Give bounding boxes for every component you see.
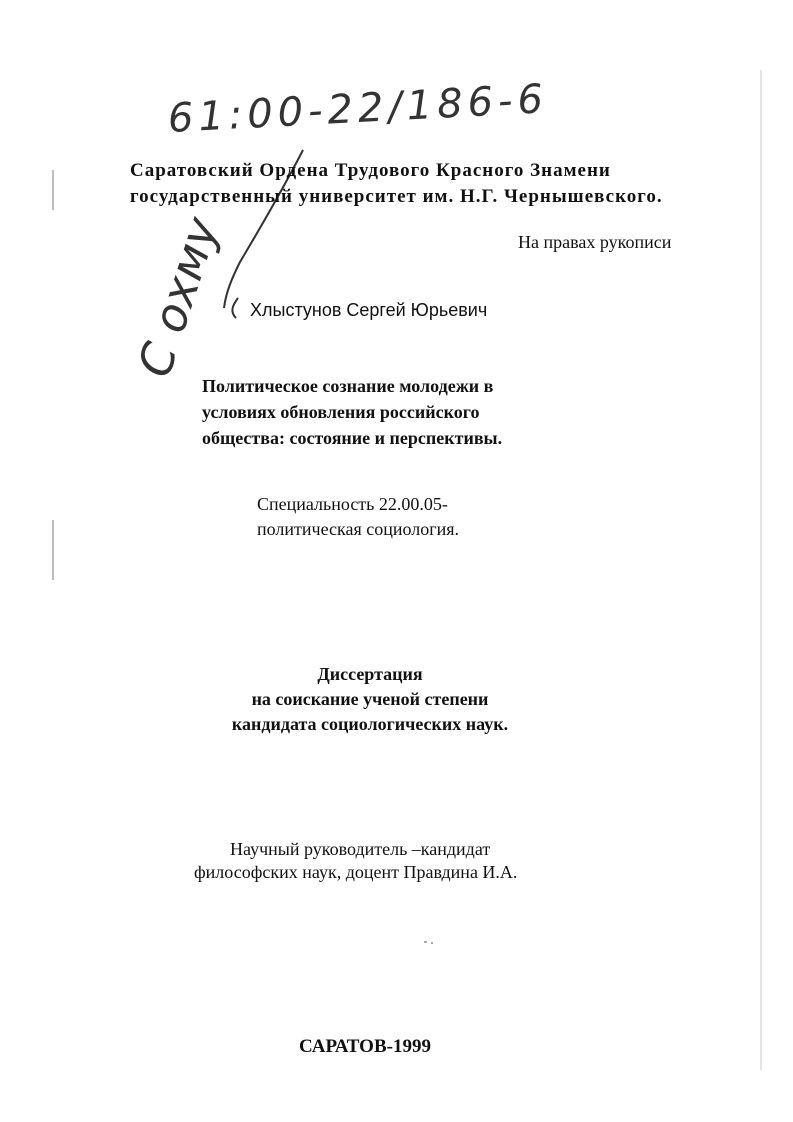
city-year: САРАТОВ-1999 bbox=[299, 1036, 431, 1057]
supervisor-line-2: философских наук, доцент Правдина И.А. bbox=[194, 862, 518, 882]
manuscript-note: На правах рукописи bbox=[518, 232, 672, 252]
university-line-2: государственный университет им. Н.Г. Чернышевского. bbox=[130, 186, 663, 207]
dissertation-title-line-2: условиях обновления российского bbox=[202, 402, 480, 422]
handwritten-signature: С охму bbox=[126, 210, 230, 384]
scan-speck bbox=[424, 941, 427, 943]
dissertation-title-line-1: Политическое сознание молодежи в bbox=[202, 376, 494, 396]
degree-line-2: на соискание ученой степени bbox=[251, 689, 489, 709]
archive-code-handwritten: 61:00-22/186-6 bbox=[166, 76, 549, 142]
supervisor-line-1: Научный руководитель –кандидат bbox=[230, 839, 491, 859]
specialty-line-2: политическая социология. bbox=[257, 519, 460, 539]
degree-line-3: кандидата социологических наук. bbox=[231, 714, 509, 734]
degree-line-1: Диссертация bbox=[317, 664, 423, 684]
scan-speck bbox=[431, 942, 433, 944]
university-line-1: Саратовский Ордена Трудового Красного Знамени bbox=[130, 160, 611, 181]
specialty-line-1: Специальность 22.00.05- bbox=[257, 494, 448, 514]
dissertation-title-line-3: общества: состояние и перспективы. bbox=[202, 428, 503, 448]
author-name: Хлыстунов Сергей Юрьевич bbox=[250, 300, 488, 320]
bracket-mark bbox=[232, 298, 238, 318]
